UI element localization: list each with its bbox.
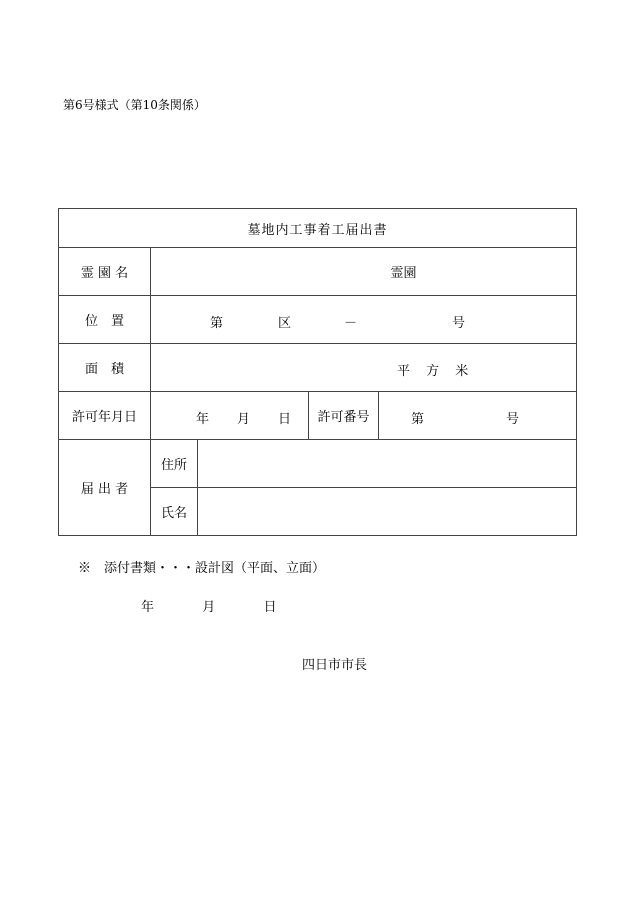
area-label: 面 積 [59,344,151,392]
applicant-address-field[interactable] [198,440,577,488]
location-field[interactable] [151,296,577,344]
location-ku: 区 [278,316,292,331]
applicant-address-label: 住所 [151,440,198,488]
location-label: 位 置 [59,296,151,344]
location-dai: 第 [210,316,224,331]
permit-date-year: 年 [196,412,210,427]
applicant-name-field[interactable] [198,488,577,536]
applicant-label: 届 出 者 [59,440,151,536]
location-dash: － [344,316,358,331]
permit-number-label: 許可番号 [309,392,379,440]
form-title: 墓地内工事着工届出書 [59,209,577,248]
permit-date-field[interactable] [151,392,309,440]
permit-number-go: 号 [506,412,520,427]
submission-date-day: 日 [263,600,277,615]
permit-number-field[interactable] [379,392,577,440]
area-unit: 平 方 米 [397,364,475,379]
cemetery-name-suffix: 霊園 [390,266,417,281]
applicant-name-label: 氏名 [151,488,198,536]
cemetery-name-field[interactable] [151,248,577,296]
location-go: 号 [452,316,466,331]
recipient: 四日市市長 [302,658,368,673]
permit-date-month: 月 [237,412,251,427]
form-number: 第6号様式（第10条関係） [63,98,206,112]
permit-date-day: 日 [278,412,292,427]
submission-date-month: 月 [202,600,216,615]
permit-date-label: 許可年月日 [59,392,151,440]
cemetery-name-label: 霊 園 名 [59,248,151,296]
submission-date[interactable] [141,596,277,615]
permit-number-dai: 第 [411,412,425,427]
construction-notification-form [58,208,577,536]
area-field[interactable] [151,344,577,392]
attachment-note: ※ 添付書類・・・設計図（平面、立面） [78,561,326,576]
submission-date-year: 年 [141,600,155,615]
